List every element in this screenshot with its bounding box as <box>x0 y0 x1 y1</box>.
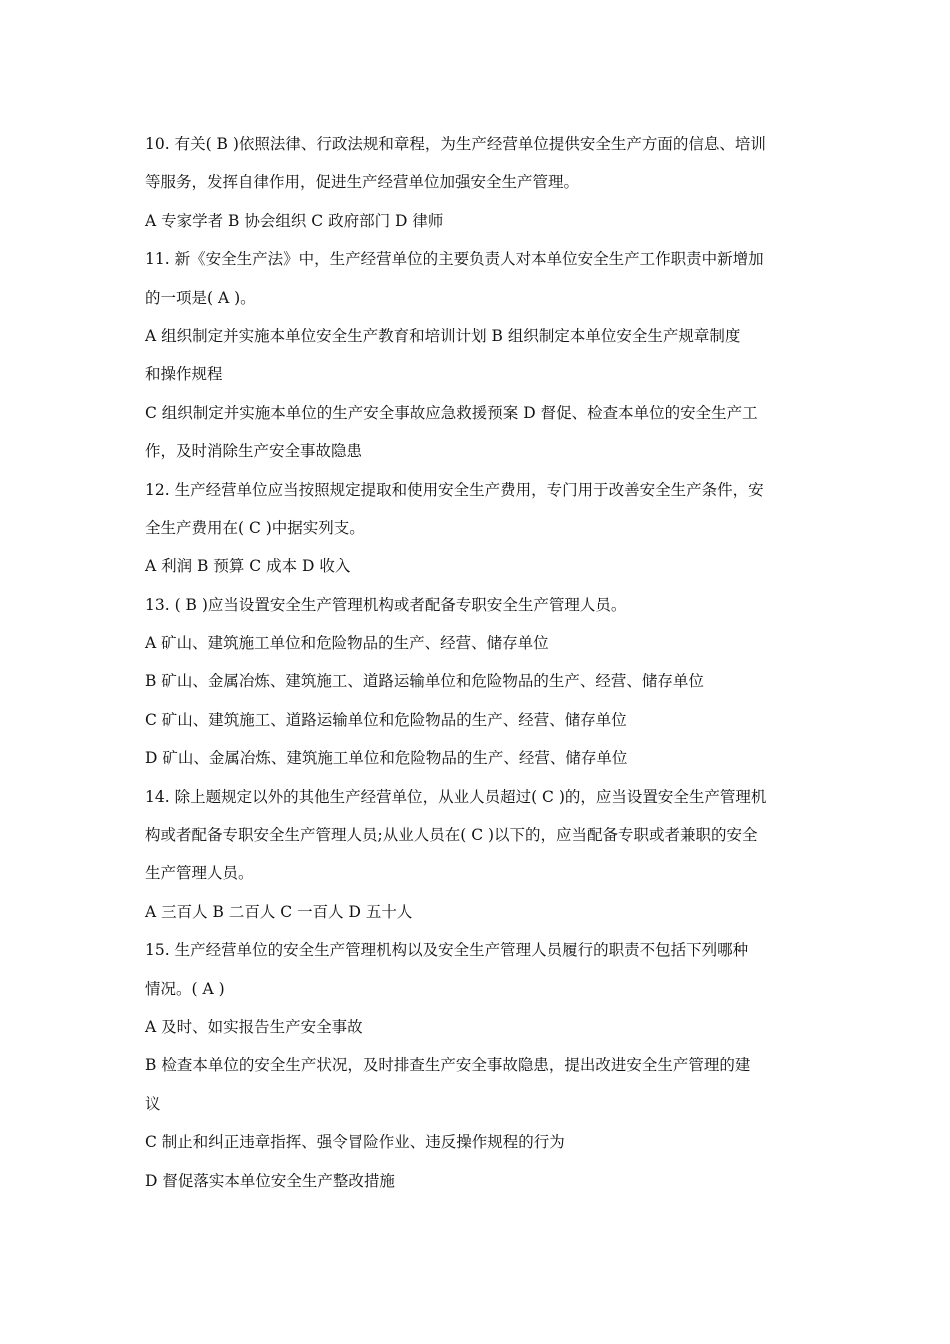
q15-option-a: A 及时、如实报告生产安全事故 <box>145 1017 363 1036</box>
q13-option-c: C 矿山、建筑施工、道路运输单位和危险物品的生产、经营、储存单位 <box>145 710 627 729</box>
q14-question-line-2: 构或者配备专职安全生产管理人员;从业人员在( C )以下的，应当配备专职或者兼职的安全 <box>145 826 758 845</box>
q11-options-ab-line-1: A 组织制定并实施本单位安全生产教育和培训计划 B 组织制定本单位安全生产规章制度 <box>145 326 741 345</box>
q15-option-d: D 督促落实本单位安全生产整改措施 <box>145 1171 395 1190</box>
q13-option-b: B 矿山、金属冶炼、建筑施工、道路运输单位和危险物品的生产、经营、储存单位 <box>145 672 704 691</box>
q13-option-a: A 矿山、建筑施工单位和危险物品的生产、经营、储存单位 <box>145 634 549 653</box>
q12-question-line-1: 12. 生产经营单位应当按照规定提取和使用安全生产费用，专门用于改善安全生产条件，安 <box>145 480 764 499</box>
q10-question-line-1: 10. 有关( B )依照法律、行政法规和章程，为生产经营单位提供安全生产方面的信息、培训 <box>145 135 766 153</box>
q10-options: A 专家学者 B 协会组织 C 政府部门 D 律师 <box>145 211 444 230</box>
q11-question-line-1: 11. 新《安全生产法》中，生产经营单位的主要负责人对本单位安全生产工作职责中新增加 <box>145 250 764 269</box>
q14-question-line-3: 生产管理人员。 <box>145 864 254 883</box>
q11-options-cd-line-1: C 组织制定并实施本单位的生产安全事故应急救援预案 D 督促、检查本单位的安全生产工 <box>145 403 758 422</box>
q14-options: A 三百人 B 二百人 C 一百人 D 五十人 <box>145 902 413 921</box>
q10-question-line-2: 等服务，发挥自律作用，促进生产经营单位加强安全生产管理。 <box>145 173 580 192</box>
document-body <box>145 125 813 1200</box>
q15-option-b-line-2: 议 <box>145 1094 161 1113</box>
q13-option-d: D 矿山、金属冶炼、建筑施工单位和危险物品的生产、经营、储存单位 <box>145 749 628 768</box>
q15-option-b-line-1: B 检查本单位的安全生产状况，及时排查生产安全事故隐患，提出改进安全生产管理的建 <box>145 1056 751 1075</box>
q15-question-line-2: 情况。( A ) <box>145 979 225 998</box>
q15-question-line-1: 15. 生产经营单位的安全生产管理机构以及安全生产管理人员履行的职责不包括下列哪种 <box>145 941 749 960</box>
q15-option-c: C 制止和纠正违章指挥、强令冒险作业、违反操作规程的行为 <box>145 1133 565 1152</box>
q11-options-ab-line-2: 和操作规程 <box>145 365 223 384</box>
q12-options: A 利润 B 预算 C 成本 D 收入 <box>145 557 351 576</box>
q11-question-line-2: 的一项是( A )。 <box>145 288 256 307</box>
q14-question-line-1: 14. 除上题规定以外的其他生产经营单位，从业人员超过( C )的，应当设置安全生产管理机 <box>145 787 767 806</box>
q13-question: 13. ( B )应当设置安全生产管理机构或者配备专职安全生产管理人员。 <box>145 595 627 614</box>
q11-options-cd-line-2: 作，及时消除生产安全事故隐患 <box>145 442 363 461</box>
q12-question-line-2: 全生产费用在( C )中据实列支。 <box>145 518 365 537</box>
